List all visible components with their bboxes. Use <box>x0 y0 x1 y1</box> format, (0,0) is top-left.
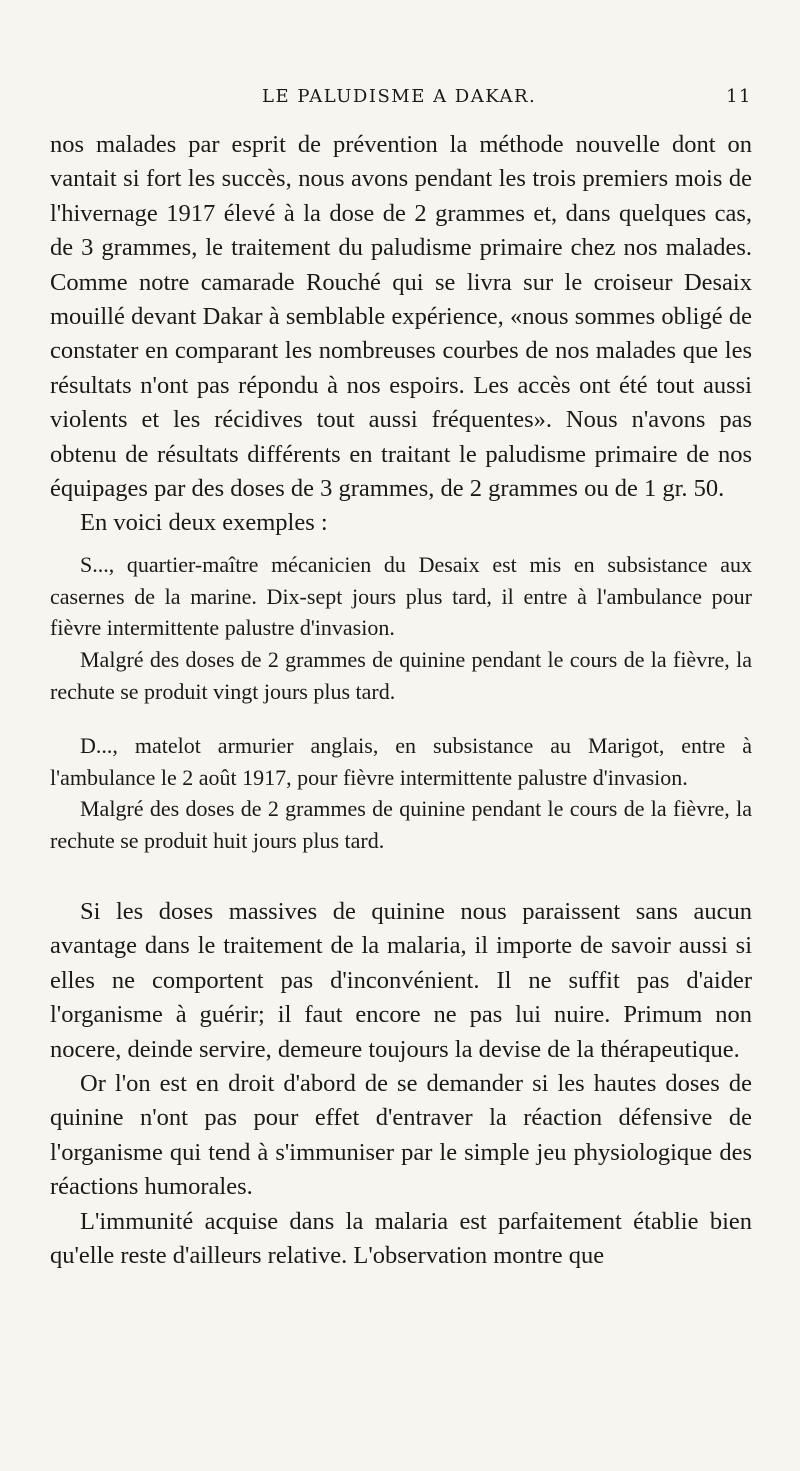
paragraph-prevention: nos malades par esprit de prévention la méthode nouvelle dont on vantait si fort les succès, nous avons pendant les trois premiers mois de l'hivernage 1917 élevé à la dose de 2 grammes et, dans quelques cas, de 3 grammes, le traitement du paludisme primaire chez nos malades. Comme notre camarade Rouché qui se livra sur le croiseur Desaix mouillé devant Dakar à semblable expérience, «nous sommes obligé de constater en comparant les nombreuses courbes de nos malades que les résultats n'ont pas répondu à nos espoirs. Les accès ont été tout aussi violents et les récidives tout aussi fréquentes». Nous n'avons pas obtenu de résultats différents en traitant le paludisme primaire de nos équipages par des doses de 3 grammes, de 2 grammes ou de 1 gr. 50. <box>50 131 752 503</box>
page-body <box>50 128 752 1274</box>
page-number: 11 <box>726 86 752 107</box>
case-d-admission: D..., matelot armurier anglais, en subsistance au Marigot, entre à l'ambulance le 2 août 1917, pour fièvre intermittente palustre d'invasion. <box>50 732 752 790</box>
paragraph-defensive-reaction: Or l'on est en droit d'abord de se demander si les hautes doses de quinine n'ont pas pour effet d'entraver la réaction défensive de l'organisme qui tend à s'immuniser par le simple jeu physiologique des réactions humorales. <box>50 1070 752 1201</box>
running-head <box>50 86 752 116</box>
case-d-outcome: Malgré des doses de 2 grammes de quinine pendant le cours de la fièvre, la rechute se produit huit jours plus tard. <box>50 796 752 854</box>
paragraph-massive-doses: Si les doses massives de quinine nous paraissent sans aucun avantage dans le traitement de la malaria, il importe de savoir aussi si elles ne comportent pas d'inconvénient. Il ne suffit pas d'aider l'organisme à guérir; il faut encore ne pas lui nuire. Primum non nocere, deinde servire, demeure toujours la devise de la thérapeutique. <box>50 898 752 1063</box>
running-title: LE PALUDISME A DAKAR. <box>262 86 537 107</box>
paragraph-immunity: L'immunité acquise dans la malaria est parfaitement établie bien qu'elle reste d'ailleurs relative. L'observation montre que <box>50 1207 752 1270</box>
paragraph-examples-intro: En voici deux exemples : <box>80 509 328 537</box>
case-s-admission: S..., quartier-maître mécanicien du Desaix est mis en subsistance aux casernes de la marine. Dix-sept jours plus tard, il entre à l'ambulance pour fièvre intermittente palustre d'invasion. <box>50 551 752 641</box>
case-s-outcome: Malgré des doses de 2 grammes de quinine pendant le cours de la fièvre, la rechute se produit vingt jours plus tard. <box>50 647 752 705</box>
